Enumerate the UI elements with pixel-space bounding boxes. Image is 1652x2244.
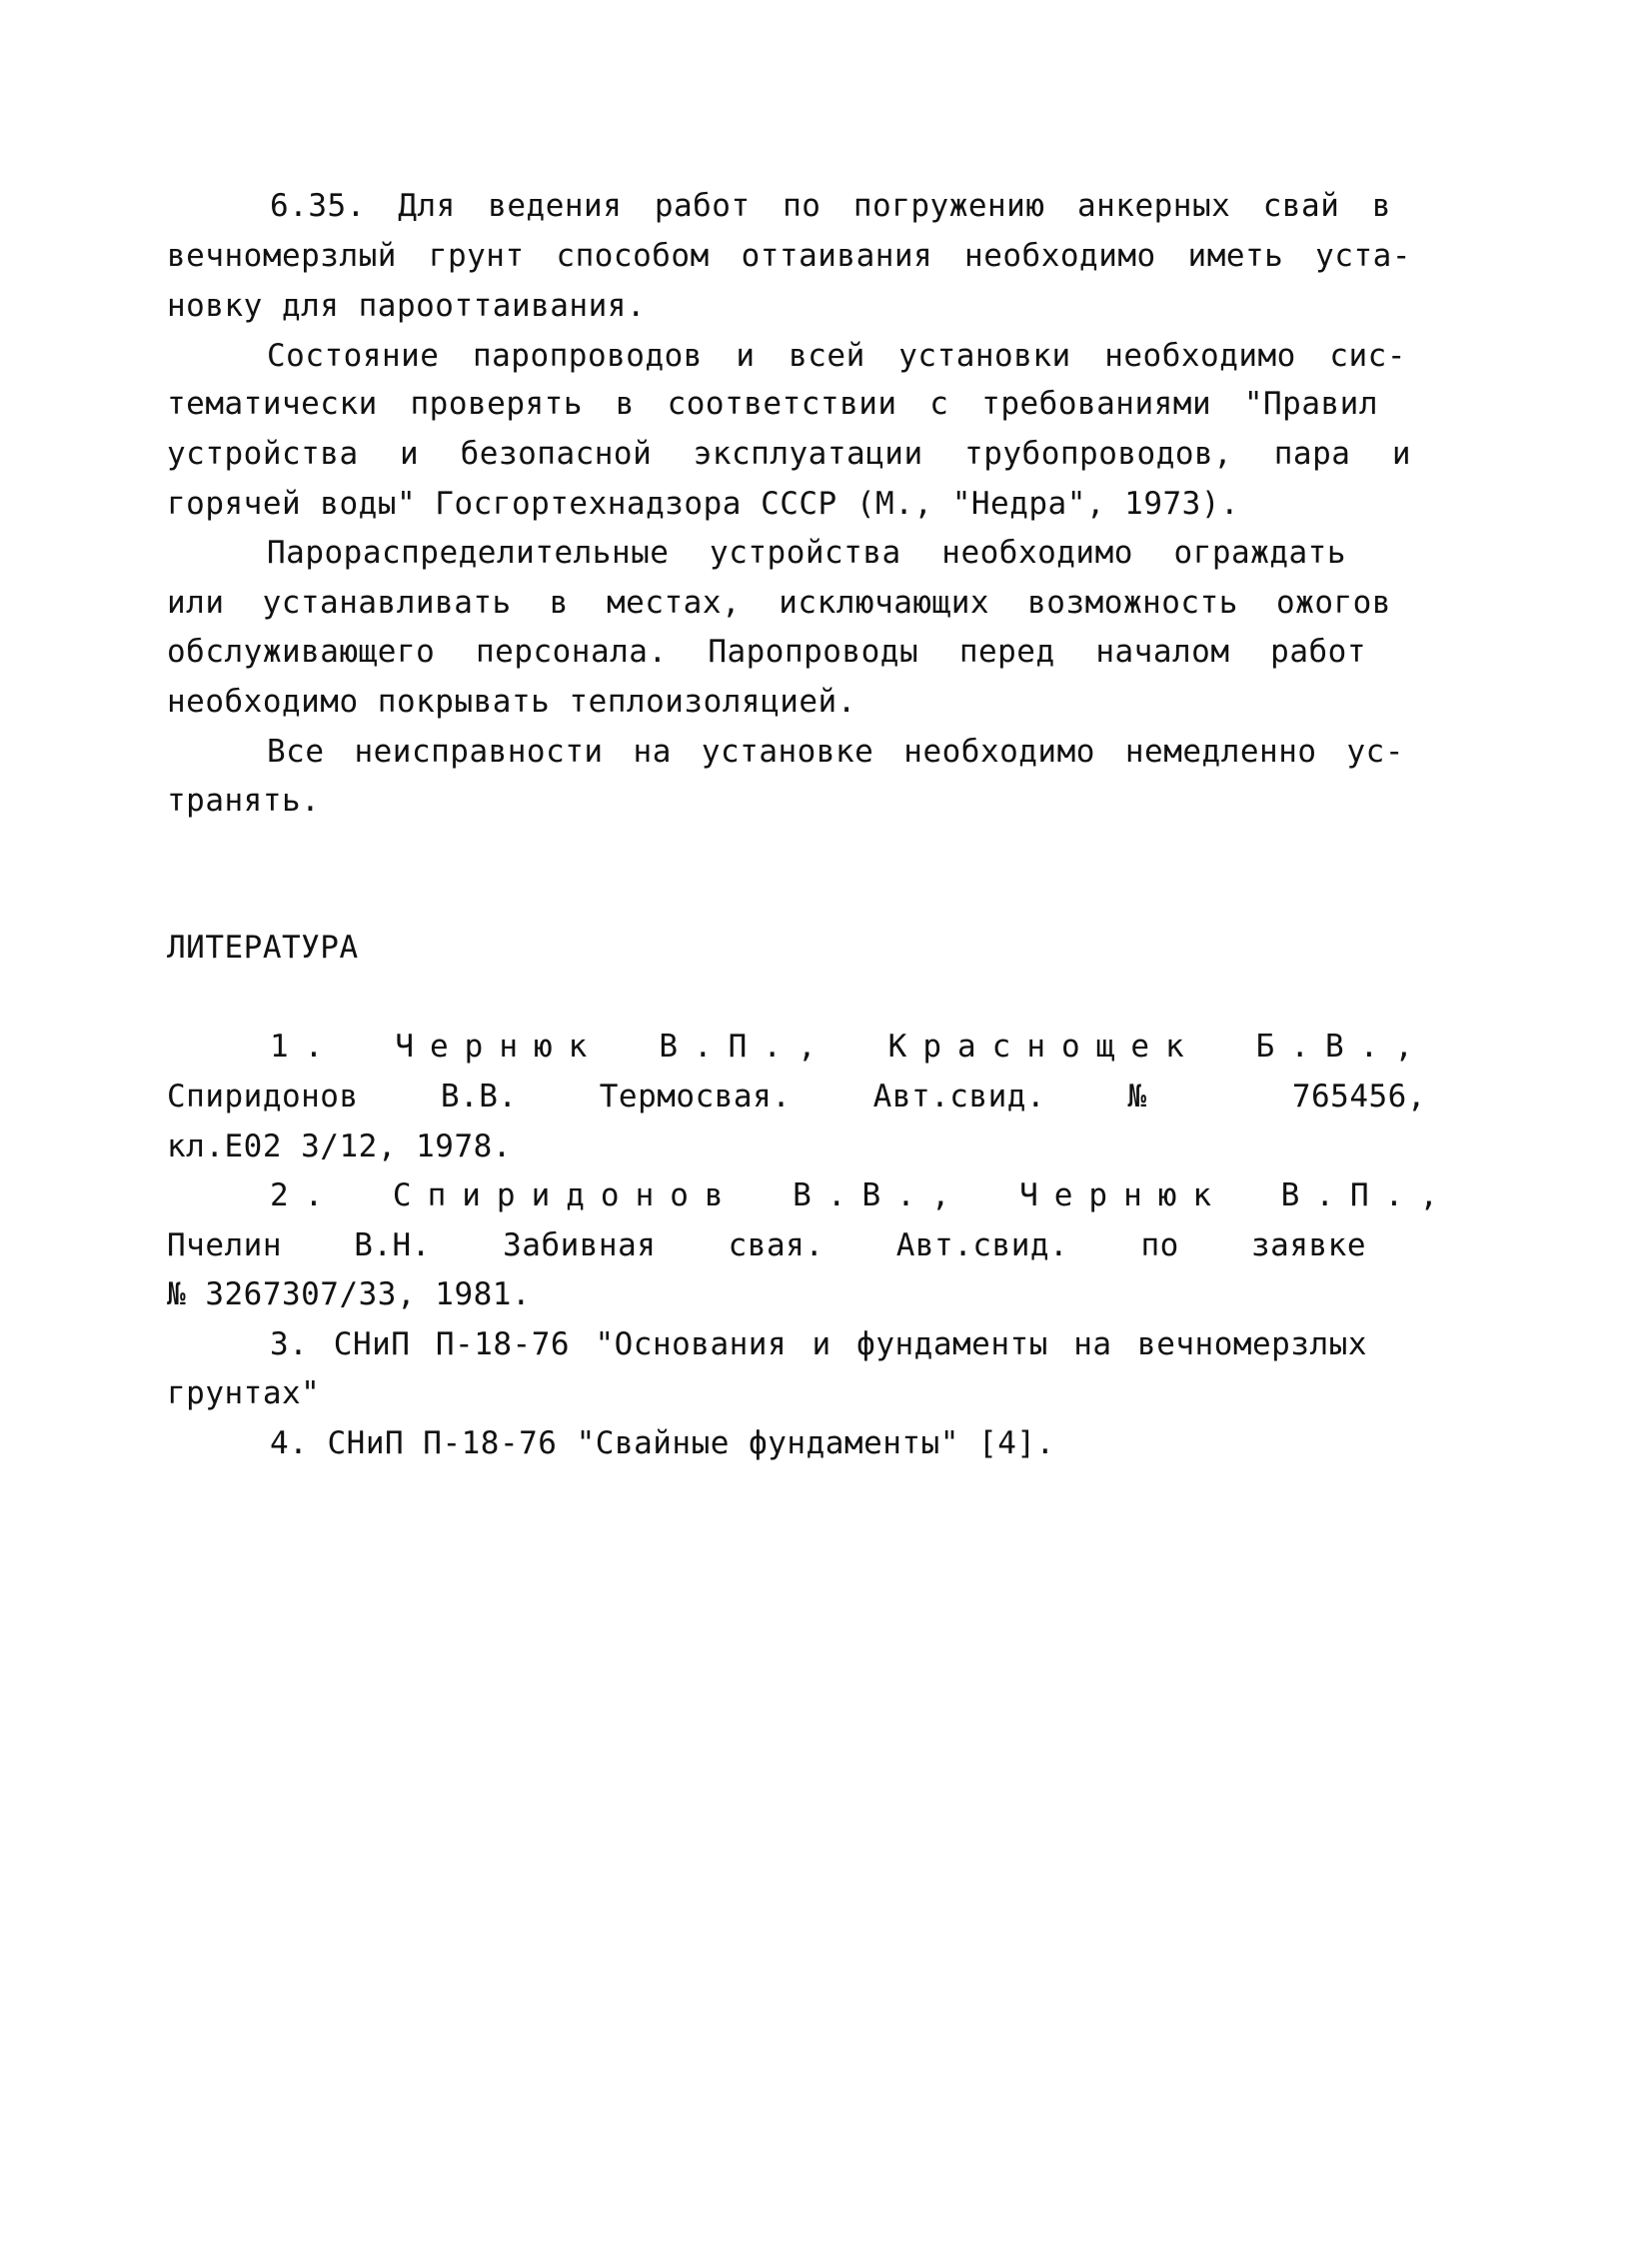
- paragraph-line: или устанавливать в местах, исключающих возможность ожогов: [167, 585, 1391, 621]
- paragraph-line: устройства и безопасной эксплуатации трубопроводов, пара и: [167, 436, 1411, 472]
- paragraph-line: тематически проверять в соответствии с требованиями "Правил: [167, 386, 1378, 422]
- paragraph-line: обслуживающего персонала. Паропроводы перед началом работ: [167, 634, 1366, 670]
- reference-1-line: кл.Е02 3/12, 1978.: [167, 1128, 512, 1164]
- reference-1-line: 1. Чернюк В.П., Краснощек Б.В.,: [270, 1029, 1429, 1065]
- paragraph-line: вечномерзлый грунт способом оттаивания необходимо иметь уста-: [167, 238, 1411, 274]
- paragraph-line: 6.35. Для ведения работ по погружению анкерных свай в: [270, 188, 1391, 224]
- paragraph-line: необходимо покрывать теплоизоляцией.: [167, 684, 856, 720]
- reference-3-line: 3. СНиП П-18-76 "Основания и фундаменты на вечномерзлых: [270, 1326, 1367, 1362]
- reference-2-line: 2. Спиридонов В.В., Чернюк В.П.,: [270, 1177, 1454, 1213]
- paragraph-line: транять.: [167, 783, 321, 819]
- paragraph-line: Парораспределительные устройства необходимо ограждать: [267, 535, 1346, 571]
- reference-4-line: 4. СНиП П-18-76 "Свайные фундаменты" [4].: [270, 1425, 1055, 1461]
- paragraph-line: Состояние паропроводов и всей установки необходимо сис-: [267, 338, 1406, 374]
- reference-1-line: Спиридонов В.В. Термосвая. Авт.свид. № 765456,: [167, 1079, 1426, 1115]
- literature-heading: ЛИТЕРАТУРА: [167, 930, 359, 966]
- paragraph-line: горячей воды" Госгортехнадзора СССР (М., "Недра", 1973).: [167, 486, 1240, 522]
- reference-2-line: Пчелин В.Н. Забивная свая. Авт.свид. по заявке: [167, 1227, 1366, 1263]
- reference-2-line: № 3267307/33, 1981.: [167, 1276, 532, 1312]
- paragraph-line: новку для парооттаивания.: [167, 288, 647, 324]
- reference-3-line: грунтах": [167, 1375, 321, 1411]
- paragraph-line: Все неисправности на установке необходимо немедленно ус-: [267, 734, 1404, 770]
